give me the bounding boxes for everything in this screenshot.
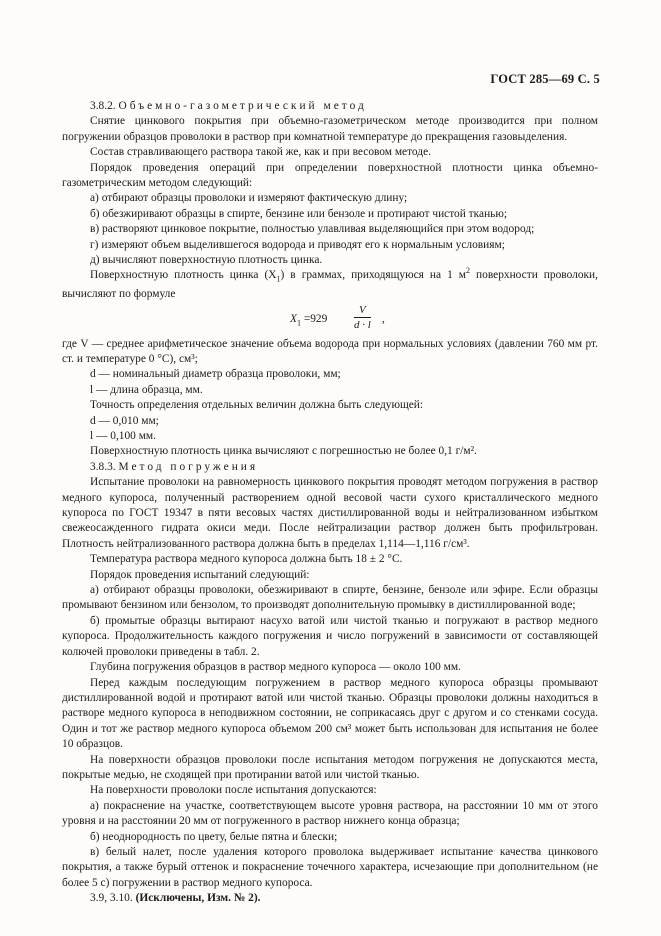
where-clause: d — номинальный диаметр образца проволоки, мм; xyxy=(90,368,341,381)
section-number: 3.8.3. xyxy=(90,460,116,473)
paragraph: Поверхностную плотность цинка вычисляют с погрешностью не более 0,1 г/м². xyxy=(90,445,477,458)
paragraph: Точность определения отдельных величин должна быть следующей: xyxy=(90,399,424,412)
paragraph: в) белый налет, после удаления которого проволока выдерживает испытание качества цинкового покрытия, а также бурый оттенок и покраснение точечного характера, исчезающие при дополнительном (не более 5 с) погружении в раствор медного купороса. xyxy=(62,845,598,889)
paragraph: Испытание проволоки на равномерность цинкового покрытия проводят методом погружения в раствор медного купороса, полученный растворением одной весовой части сухого кристаллического медного купороса по ГОСТ 19347 в пяти весовых частях дистиллированной воды и нейтрализованном избытком свежеосажденного гидрата окиси меди. После нейтрализации раствор должен быть профильтрован. Плотность нейтрализованного раствора должна быть в пределах 1,114—1,116 г/см³. xyxy=(62,476,598,550)
list-item: б) обезжиривают образцы в спирте, бензине или бензоле и протирают чистой тканью; xyxy=(90,207,508,220)
section-title: Метод погружения xyxy=(118,460,259,473)
where-clause: где V — среднее арифметическое значение объема водорода при нормальных условиях (давлении 760 мм рт. ст. и температуре 0 °С), см³; xyxy=(62,337,598,365)
section-number: 3.8.2. xyxy=(90,100,116,112)
text-run: поверхности проволоки, вычисляют по формуле xyxy=(62,269,598,301)
list-item: в) растворяют цинковое покрытие, полностью улавливая выделяющийся при этом водород; xyxy=(90,223,535,236)
paragraph: б) промытые образцы вытирают насухо ватой или чистой тканью и погружают в раствор медного купороса. Продолжительность каждого погружения и число погружений в зависимости от составляющей колючей проволоки приведены в табл. 2. xyxy=(62,614,598,658)
paragraph: Глубина погружения образцов в раствор медного купороса — около 100 мм. xyxy=(90,661,461,674)
formula-lhs: $X_1 =929$ xyxy=(290,312,328,327)
procedure-list xyxy=(62,191,598,268)
page-header: ГОСТ 285—69 С. 5 xyxy=(490,72,600,86)
list-item: г) измеряют объем выделившегося водорода и приводят его к нормальным условиям; xyxy=(90,238,505,251)
paragraph: а) покраснение на участке, соответствующем высоте уровня раствора, на расстоянии 10 мм от этого уровня и на расстоянии 20 мм от погруженного в раствор нижнего конца образца; xyxy=(62,799,598,828)
paragraph: а) отбирают образцы проволоки, обезжиривают в спирте, бензине, бензоле или эфире. Если образцы промывают бензином или бензолом, то производят дополнительную промывку в дистиллированной воде; xyxy=(62,584,598,612)
paragraph: Порядок проведения испытаний следующий: xyxy=(90,568,310,581)
accuracy-item: d — 0,010 мм; xyxy=(90,414,159,427)
formula-numerator: V xyxy=(354,303,371,318)
paragraph: На поверхности образцов проволоки после испытания методом погружения не допускаются места, покрытые медью, не сходящей при протирании ватой или чистой тканью. xyxy=(62,753,598,781)
formula-fraction xyxy=(354,303,371,332)
superscript: 2 xyxy=(466,266,471,276)
section-3-8-2-heading xyxy=(62,99,598,114)
paragraph: Порядок проведения операций при определении поверхностной плотности цинка объемно-газометрическим методом следующий: xyxy=(62,161,598,190)
formula-comma: , xyxy=(382,312,385,325)
paragraph: Перед каждым последующим погружением в раствор медного купороса образцы промывают дистиллированной водой и протирают ватой или чистой тканью. Образцы проволоки должны находиться в растворе медного купороса в неподвижном состоянии, не соприкасаясь друг с другом и со стенками сосуда. Один и тот же раствор медного купороса объемом 200 см³ может быть использован для испытания не более 10 образцов. xyxy=(62,676,598,751)
formula-denominator: d · l xyxy=(354,318,371,331)
paragraph: Температура раствора медного купороса должна быть 18 ± 2 °С. xyxy=(90,553,403,566)
section-title: Объемно-газометрический метод xyxy=(118,100,367,112)
text-run: 3.9, 3.10. xyxy=(90,892,136,905)
list-item: а) отбирают образцы проволоки и измеряют фактическую длину; xyxy=(90,192,408,205)
accuracy-item: l — 0,100 мм. xyxy=(90,430,156,442)
subscript: 1 xyxy=(276,274,281,284)
text-run: ) в граммах, приходящуюся на 1 м xyxy=(280,269,467,282)
amendment-text: (Исключены, Изм. № 2). xyxy=(135,892,261,905)
paragraph: б) неоднородность по цвету, белые пятна и блески; xyxy=(90,830,338,843)
paragraph xyxy=(62,268,598,302)
where-clause: l — длина образца, мм. xyxy=(90,383,203,396)
amendment-note xyxy=(62,891,598,906)
list-item: д) вычисляют поверхностную плотность цинка. xyxy=(90,254,323,267)
document-body xyxy=(62,99,598,907)
paragraph: Состав стравливающего раствора такой же, как и при весовом методе. xyxy=(90,146,432,159)
paragraph: На поверхности проволоки после испытания допускаются: xyxy=(90,784,377,797)
text-run: Поверхностную плотность цинка (X xyxy=(90,269,277,282)
formula xyxy=(62,303,598,337)
paragraph: Снятие цинкового покрытия при объемно-газометрическом методе производится при полном погружении образцов проволоки в раствор при комнатной температуре до прекращения газовыделения. xyxy=(62,115,598,143)
section-3-8-3-heading xyxy=(62,460,598,475)
